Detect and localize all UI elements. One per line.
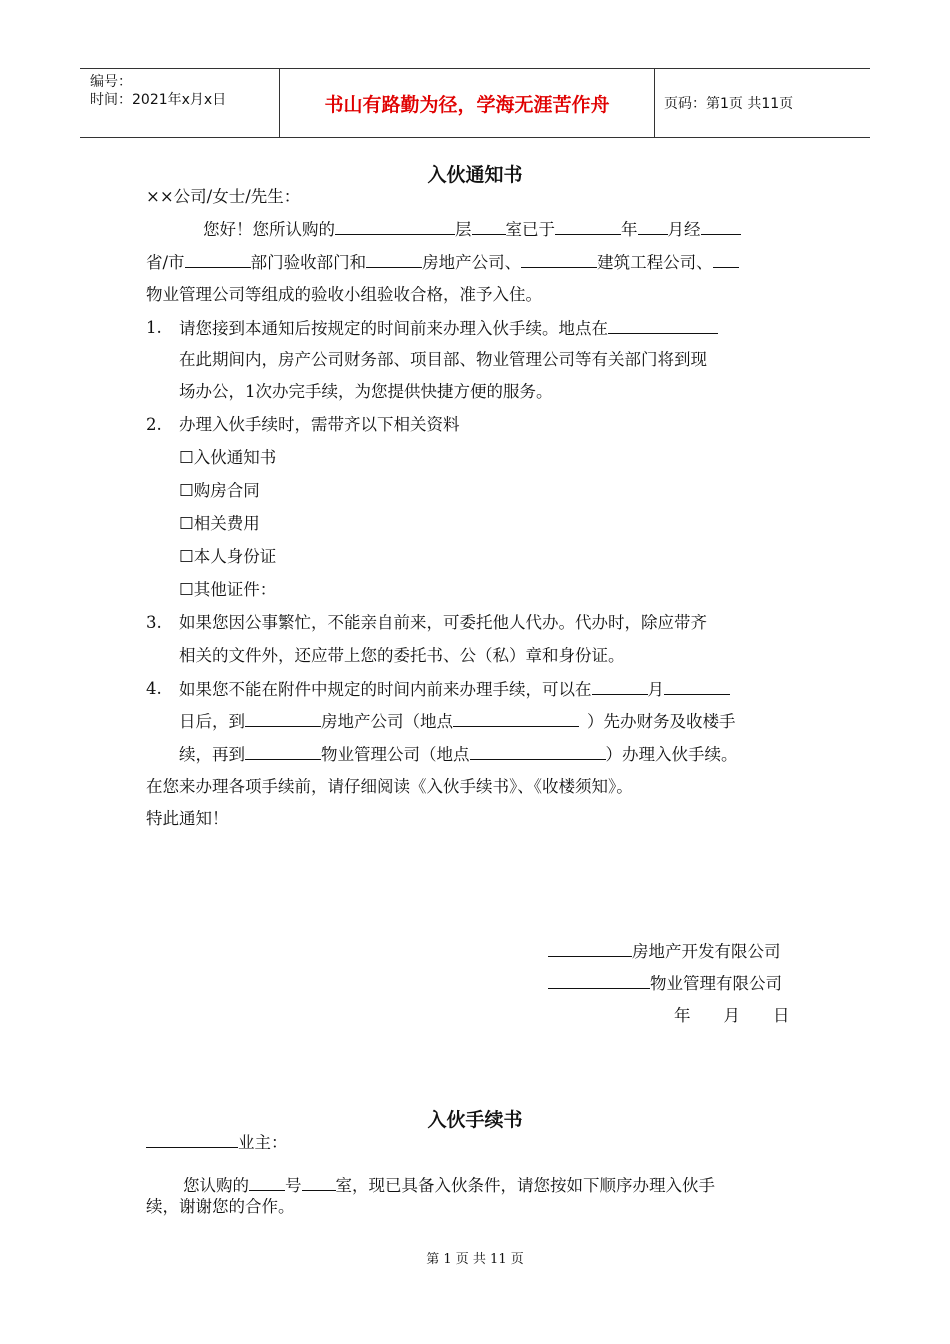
item-text: 日后，到 房地产公司（地点 ）先办财务及收楼手: [179, 712, 736, 731]
item-text: 如果您不能在附件中规定的时间内前来办理手续，可以在 月: [179, 678, 730, 701]
blank: [592, 678, 648, 695]
item-text: 相关的文件外，还应带上您的委托书、公（私）章和身份证。: [179, 646, 625, 665]
closing-line: 在您来办理各项手续前，请仔细阅读《入伙手续书》、《收楼须知》。: [146, 777, 633, 796]
item-text: 场办公，1次办完手续，为您提供快捷方便的服务。: [179, 382, 553, 401]
checklist-item: ☐其他证件：: [179, 580, 277, 599]
blank: [302, 1174, 336, 1191]
page-info: 页码：第1页 共11页: [664, 96, 794, 112]
checklist-item: ☐入伙通知书: [179, 448, 277, 467]
blank: [472, 218, 506, 235]
blank: [701, 218, 741, 235]
blank: [366, 251, 422, 268]
blank: [146, 1131, 238, 1148]
signature-line: 房地产开发有限公司: [548, 940, 781, 963]
checklist-item: ☐相关费用: [179, 514, 260, 533]
notice-salutation: ××公司/女士/先生：: [146, 187, 301, 206]
signature-date: 年 月 日: [674, 1006, 790, 1025]
signature-line: 物业管理有限公司: [548, 972, 782, 995]
checklist-item: ☐本人身份证: [179, 547, 277, 566]
procedure-title: 入伙手续书: [427, 1109, 523, 1131]
procedure-salutation: 业主：: [146, 1131, 288, 1154]
closing-line: 特此通知！: [146, 809, 229, 828]
header-table: [80, 68, 870, 138]
blank: [470, 743, 606, 760]
blank: [245, 743, 321, 760]
item-number: 3.: [146, 613, 162, 632]
blank: [548, 940, 632, 957]
blank: [638, 218, 668, 235]
header-meta: [80, 69, 280, 137]
item-text: 请您接到本通知后按规定的时间前来办理入伙手续。地点在: [179, 317, 718, 340]
item-text: 续，再到 物业管理公司（地点 ）办理入伙手续。: [179, 745, 738, 764]
procedure-paragraph-line: 您认购的 号 室，现已具备入伙条件，请您按如下顺序办理入伙手: [183, 1176, 715, 1195]
notice-title: 入伙通知书: [427, 164, 523, 186]
notice-paragraph-line: 省/市 部门验收部门和 房地产公司、 建筑工程公司、: [146, 251, 739, 274]
item-text: 在此期间内，房产公司财务部、项目部、物业管理公司等有关部门将到现: [179, 350, 707, 369]
page-footer: 第 1 页 共 11 页: [426, 1252, 524, 1267]
motto: 书山有路勤为径，学海无涯苦作舟: [280, 69, 655, 137]
item-number: 4.: [146, 679, 162, 698]
blank: [521, 251, 597, 268]
blank: [548, 972, 650, 989]
notice-paragraph-line: 物业管理公司等组成的验收小组验收合格，准予入住。: [146, 285, 542, 304]
checklist-item: ☐购房合同: [179, 481, 260, 500]
notice-paragraph-line: 您好！您所认购的 层 室已于 年 月经: [203, 218, 741, 241]
blank: [555, 218, 621, 235]
blank: [664, 678, 730, 695]
blank: [713, 251, 739, 268]
item-number: 1.: [146, 318, 162, 337]
number-label: 编号：: [90, 74, 132, 90]
blank: [185, 251, 251, 268]
date-label: 时间：2021年x月x日: [90, 92, 227, 108]
blank: [453, 710, 579, 727]
blank: [608, 317, 718, 334]
item-text: 如果您因公事繁忙，不能亲自前来，可委托他人代办。代办时，除应带齐: [179, 613, 707, 632]
item-text: 办理入伙手续时，需带齐以下相关资料: [179, 415, 460, 434]
item-number: 2.: [146, 415, 162, 434]
blank: [249, 1174, 285, 1191]
procedure-paragraph-line: 续，谢谢您的合作。: [146, 1197, 295, 1216]
blank: [335, 218, 455, 235]
blank: [245, 710, 321, 727]
